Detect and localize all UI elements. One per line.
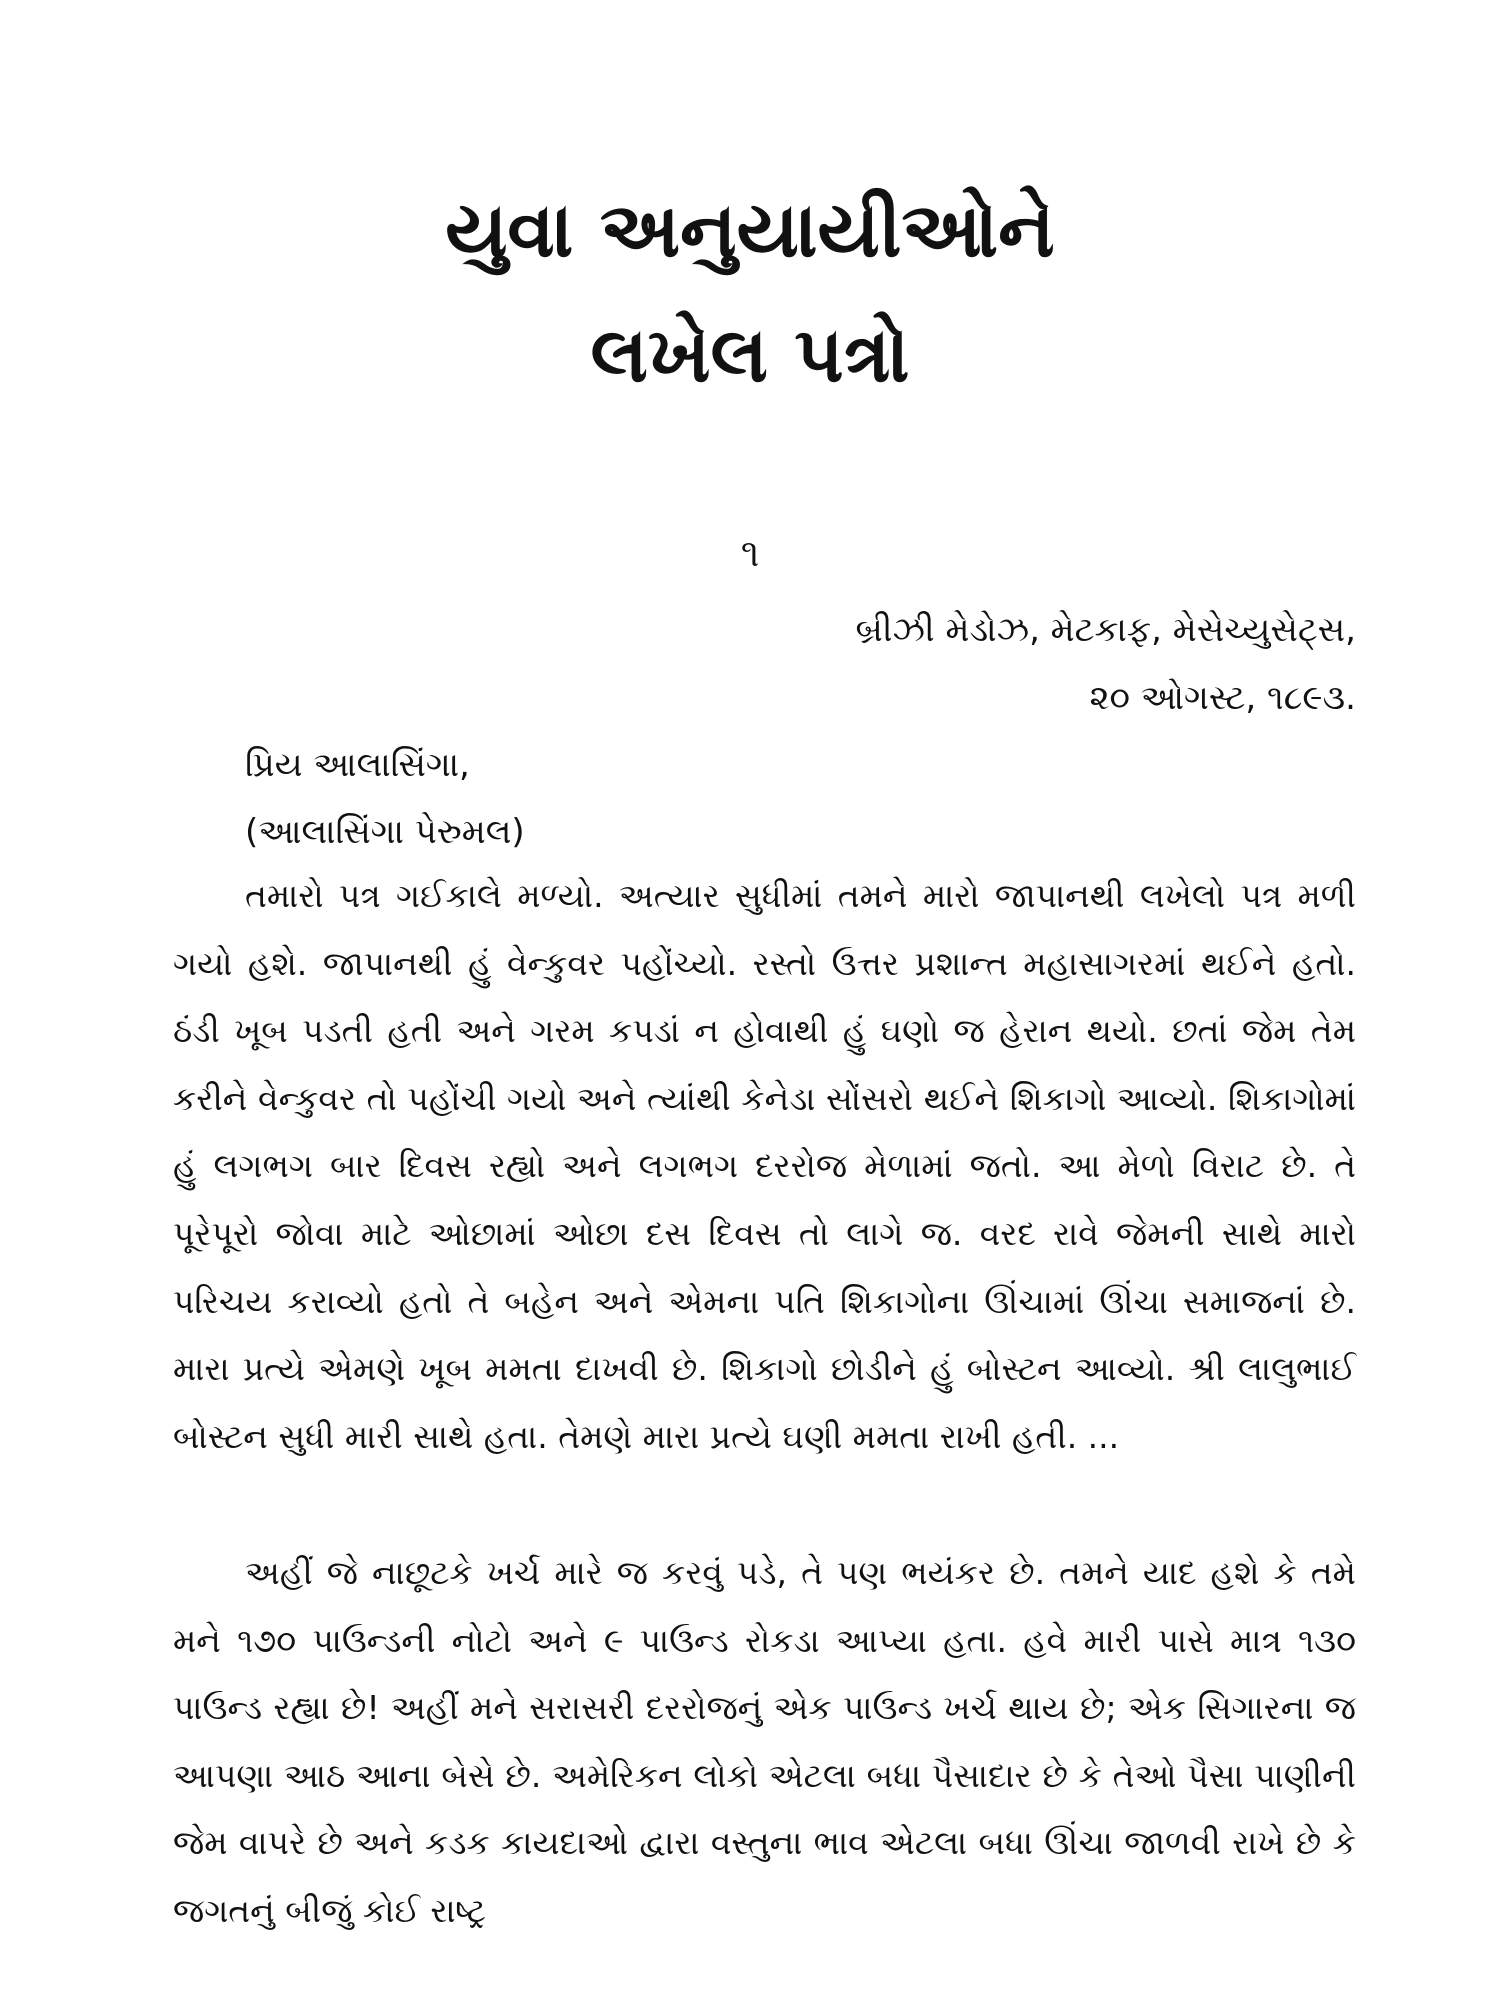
paragraph-text: અહીં જે નાછૂટકે ખર્ચ મારે જ કરવું પડે, તે પણ ભયંકર છે. તમને યાદ હશે કે તમે મને ૧૭૦ પાઉન્ડની નોટો અને ૯ પાઉન્ડ રોકડા આપ્યા હતા. હવે મારી પાસે માત્ર ૧૩૦ પાઉન્ડ રહ્યા છે! અહીં મને સરાસરી દરરોજનું એક પાઉન્ડ ખર્ચ થાય છે; એક સિગારના જ આપણા આઠ આના બેસે છે. અમેરિકન લોકો એટલા બધા પૈસાદાર છે કે તેઓ પૈસા પાણીની જેમ વાપરે છે અને કડક કાયદાઓ દ્વારા વસ્તુના ભાવ એટલા બધા ઊંચા જાળવી રાખે છે કે જગતનું બીજું કોઈ રાષ્ટ્ર	[173, 1553, 1356, 1930]
letter-body-paragraph-2	[173, 1539, 1356, 1945]
page-title-line-2: લખેલ પત્રો	[590, 310, 910, 399]
letter-body-paragraph-1	[173, 862, 1356, 1470]
letter-number: ૧	[740, 531, 760, 575]
paragraph-text: તમારો પત્ર ગઈકાલે મળ્યો. અત્યાર સુધીમાં તમને મારો જાપાનથી લખેલો પત્ર મળી ગયો હશે. જાપાનથી હું વેન્કુવર પહોંચ્યો. રસ્તો ઉત્તર પ્રશાન્ત મહાસાગરમાં થઈને હતો. ઠંડી ખૂબ પડતી હતી અને ગરમ કપડાં ન હોવાથી હું ઘણો જ હેરાન થયો. છતાં જેમ તેમ કરીને વેન્કુવર તો પહોંચી ગયો અને ત્યાંથી કેનેડા સોંસરો થઈને શિકાગો આવ્યો. શિકાગોમાં હું લગભગ બાર દિવસ રહ્યો અને લગભગ દરરોજ મેળામાં જતો. આ મેળો વિરાટ છે. તે પૂરેપૂરો જોવા માટે ઓછામાં ઓછા દસ દિવસ તો લાગે જ. વરદ રાવે જેમની સાથે મારો પરિચય કરાવ્યો હતો તે બહેન અને એમના પતિ શિકાગોના ઊંચામાં ઊંચા સમાજનાં છે. મારા પ્રત્યે એમણે ખૂબ મમતા દાખવી છે. શિકાગો છોડીને હું બોસ્ટન આવ્યો. શ્રી લાલુભાઈ બોસ્ટન સુધી મારી સાથે હતા. તેમણે મારા પ્રત્યે ઘણી મમતા રાખી હતી. ...	[173, 876, 1356, 1456]
recipient-full-name: (આલાસિંગા પેરુમલ)	[245, 812, 525, 852]
letter-place: બ્રીઝી મેડોઝ, મેટકાફ, મેસેચ્યુસેટ્સ,	[855, 610, 1356, 650]
letter-date: ૨૦ ઓગસ્ટ, ૧૮૯૩.	[1089, 678, 1356, 718]
letter-salutation: પ્રિય આલાસિંગા,	[245, 745, 470, 785]
page-title-line-1: યુવા અનુયાયીઓને	[445, 185, 1055, 274]
